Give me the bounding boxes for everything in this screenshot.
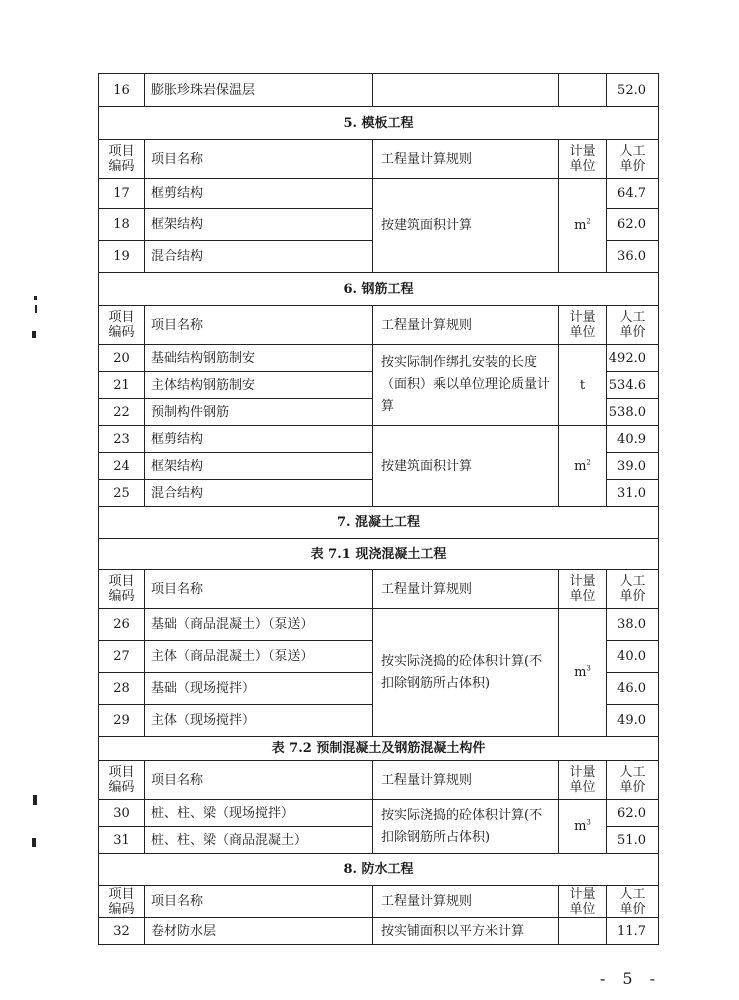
- scan-speck: [32, 331, 36, 338]
- item-name: 框剪结构: [145, 179, 373, 209]
- unit-cell: $m^3$: [559, 609, 607, 737]
- section-header: [99, 854, 659, 886]
- table-row: [99, 74, 659, 107]
- col-name-header: 项目名称: [145, 140, 373, 179]
- item-code: 25: [99, 480, 145, 507]
- item-price: 49.0: [607, 705, 659, 737]
- table-caption: [99, 737, 659, 761]
- col-rule-header: 工程量计算规则: [373, 570, 559, 609]
- col-unit-header: 计量 单位: [559, 761, 607, 800]
- col-rule-header: 工程量计算规则: [373, 761, 559, 800]
- item-name: 膨胀珍珠岩保温层: [145, 74, 373, 107]
- rule-cell: 按建筑面积计算: [373, 179, 559, 273]
- item-price: 40.0: [607, 641, 659, 673]
- table-row: [99, 800, 659, 827]
- col-code-header: 项目 编码: [99, 140, 145, 179]
- item-name: 卷材防水层: [145, 918, 373, 945]
- item-name: 桩、柱、梁（商品混凝土）: [145, 827, 373, 854]
- item-price: 38.0: [607, 609, 659, 641]
- item-name: 混合结构: [145, 241, 373, 273]
- section-title: 7. 混凝土工程: [99, 507, 659, 539]
- col-unit-header: 计量 单位: [559, 570, 607, 609]
- item-price: 31.0: [607, 480, 659, 507]
- item-code: 21: [99, 372, 145, 399]
- item-name: 框架结构: [145, 209, 373, 241]
- rule-cell: 按实际制作绑扎安装的长度（面积）乘以单位理论质量计算: [373, 345, 559, 426]
- col-rule-header: 工程量计算规则: [373, 886, 559, 918]
- item-price: 64.7: [607, 179, 659, 209]
- item-price: 11.7: [607, 918, 659, 945]
- table-row: [99, 345, 659, 372]
- unit-cell: $m^2$: [559, 179, 607, 273]
- item-code: 30: [99, 800, 145, 827]
- item-name: 混合结构: [145, 480, 373, 507]
- item-price: 40.9: [607, 426, 659, 453]
- item-name: 主体（商品混凝土）（泵送）: [145, 641, 373, 673]
- col-code-header: 项目 编码: [99, 306, 145, 345]
- item-price: 36.0: [607, 241, 659, 273]
- table-row: [99, 179, 659, 209]
- item-price: 492.0: [607, 345, 659, 372]
- column-header-row: [99, 140, 659, 179]
- table-row: [99, 426, 659, 453]
- item-name: 主体结构钢筋制安: [145, 372, 373, 399]
- table-row: [99, 918, 659, 945]
- unit-cell: $m^3$: [559, 800, 607, 854]
- item-name: 基础（商品混凝土）（泵送）: [145, 609, 373, 641]
- unit-cell: [559, 74, 607, 107]
- col-rule-header: 工程量计算规则: [373, 306, 559, 345]
- column-header-row: [99, 761, 659, 800]
- item-code: 20: [99, 345, 145, 372]
- rule-cell: 按建筑面积计算: [373, 426, 559, 507]
- item-price: 51.0: [607, 827, 659, 854]
- table-caption: [99, 539, 659, 570]
- item-name: 框架结构: [145, 453, 373, 480]
- unit-cell: [559, 918, 607, 945]
- section-title: 8. 防水工程: [99, 854, 659, 886]
- item-price: 538.0: [607, 399, 659, 426]
- scan-speck: [32, 838, 36, 847]
- item-code: 28: [99, 673, 145, 705]
- item-name: 框剪结构: [145, 426, 373, 453]
- rule-cell: 按实际浇捣的砼体积计算(不扣除钢筋所占体积): [373, 609, 559, 737]
- item-name: 桩、柱、梁（现场搅拌）: [145, 800, 373, 827]
- item-price: 46.0: [607, 673, 659, 705]
- col-code-header: 项目 编码: [99, 886, 145, 918]
- section-header: [99, 507, 659, 539]
- unit-cell: $m^2$: [559, 426, 607, 507]
- col-price-header: 人工 单价: [607, 886, 659, 918]
- col-name-header: 项目名称: [145, 306, 373, 345]
- item-price: 52.0: [607, 74, 659, 107]
- item-code: 18: [99, 209, 145, 241]
- item-code: 24: [99, 453, 145, 480]
- col-name-header: 项目名称: [145, 886, 373, 918]
- item-name: 基础（现场搅拌）: [145, 673, 373, 705]
- col-unit-header: 计量 单位: [559, 306, 607, 345]
- unit-cell: t: [559, 345, 607, 426]
- item-code: 22: [99, 399, 145, 426]
- item-code: 17: [99, 179, 145, 209]
- item-price: 39.0: [607, 453, 659, 480]
- item-price: 62.0: [607, 209, 659, 241]
- scan-speck: [35, 305, 37, 313]
- item-code: 19: [99, 241, 145, 273]
- col-price-header: 人工 单价: [607, 761, 659, 800]
- scan-speck: [34, 296, 37, 300]
- item-name: 预制构件钢筋: [145, 399, 373, 426]
- item-code: 16: [99, 74, 145, 107]
- item-code: 29: [99, 705, 145, 737]
- section-title: 6. 钢筋工程: [99, 273, 659, 306]
- section-header: [99, 107, 659, 140]
- col-code-header: 项目 编码: [99, 761, 145, 800]
- rates-table: [98, 73, 659, 945]
- scan-speck: [33, 795, 37, 805]
- page-number: - 5 -: [599, 969, 661, 988]
- item-code: 27: [99, 641, 145, 673]
- col-unit-header: 计量 单位: [559, 886, 607, 918]
- rule-cell: [373, 74, 559, 107]
- col-rule-header: 工程量计算规则: [373, 140, 559, 179]
- item-name: 主体（现场搅拌）: [145, 705, 373, 737]
- section-header: [99, 273, 659, 306]
- col-price-header: 人工 单价: [607, 140, 659, 179]
- table-title: 表 7.2 预制混凝土及钢筋混凝土构件: [99, 737, 659, 761]
- item-code: 32: [99, 918, 145, 945]
- item-code: 31: [99, 827, 145, 854]
- col-code-header: 项目 编码: [99, 570, 145, 609]
- col-price-header: 人工 单价: [607, 570, 659, 609]
- rule-cell: 按实际浇捣的砼体积计算(不扣除钢筋所占体积): [373, 800, 559, 854]
- column-header-row: [99, 886, 659, 918]
- table-title: 表 7.1 现浇混凝土工程: [99, 539, 659, 570]
- col-name-header: 项目名称: [145, 761, 373, 800]
- col-unit-header: 计量 单位: [559, 140, 607, 179]
- col-price-header: 人工 单价: [607, 306, 659, 345]
- item-price: 534.6: [607, 372, 659, 399]
- column-header-row: [99, 306, 659, 345]
- section-title: 5. 模板工程: [99, 107, 659, 140]
- rule-cell: 按实铺面积以平方米计算: [373, 918, 559, 945]
- col-name-header: 项目名称: [145, 570, 373, 609]
- item-price: 62.0: [607, 800, 659, 827]
- item-code: 26: [99, 609, 145, 641]
- item-code: 23: [99, 426, 145, 453]
- item-name: 基础结构钢筋制安: [145, 345, 373, 372]
- column-header-row: [99, 570, 659, 609]
- table-row: [99, 609, 659, 641]
